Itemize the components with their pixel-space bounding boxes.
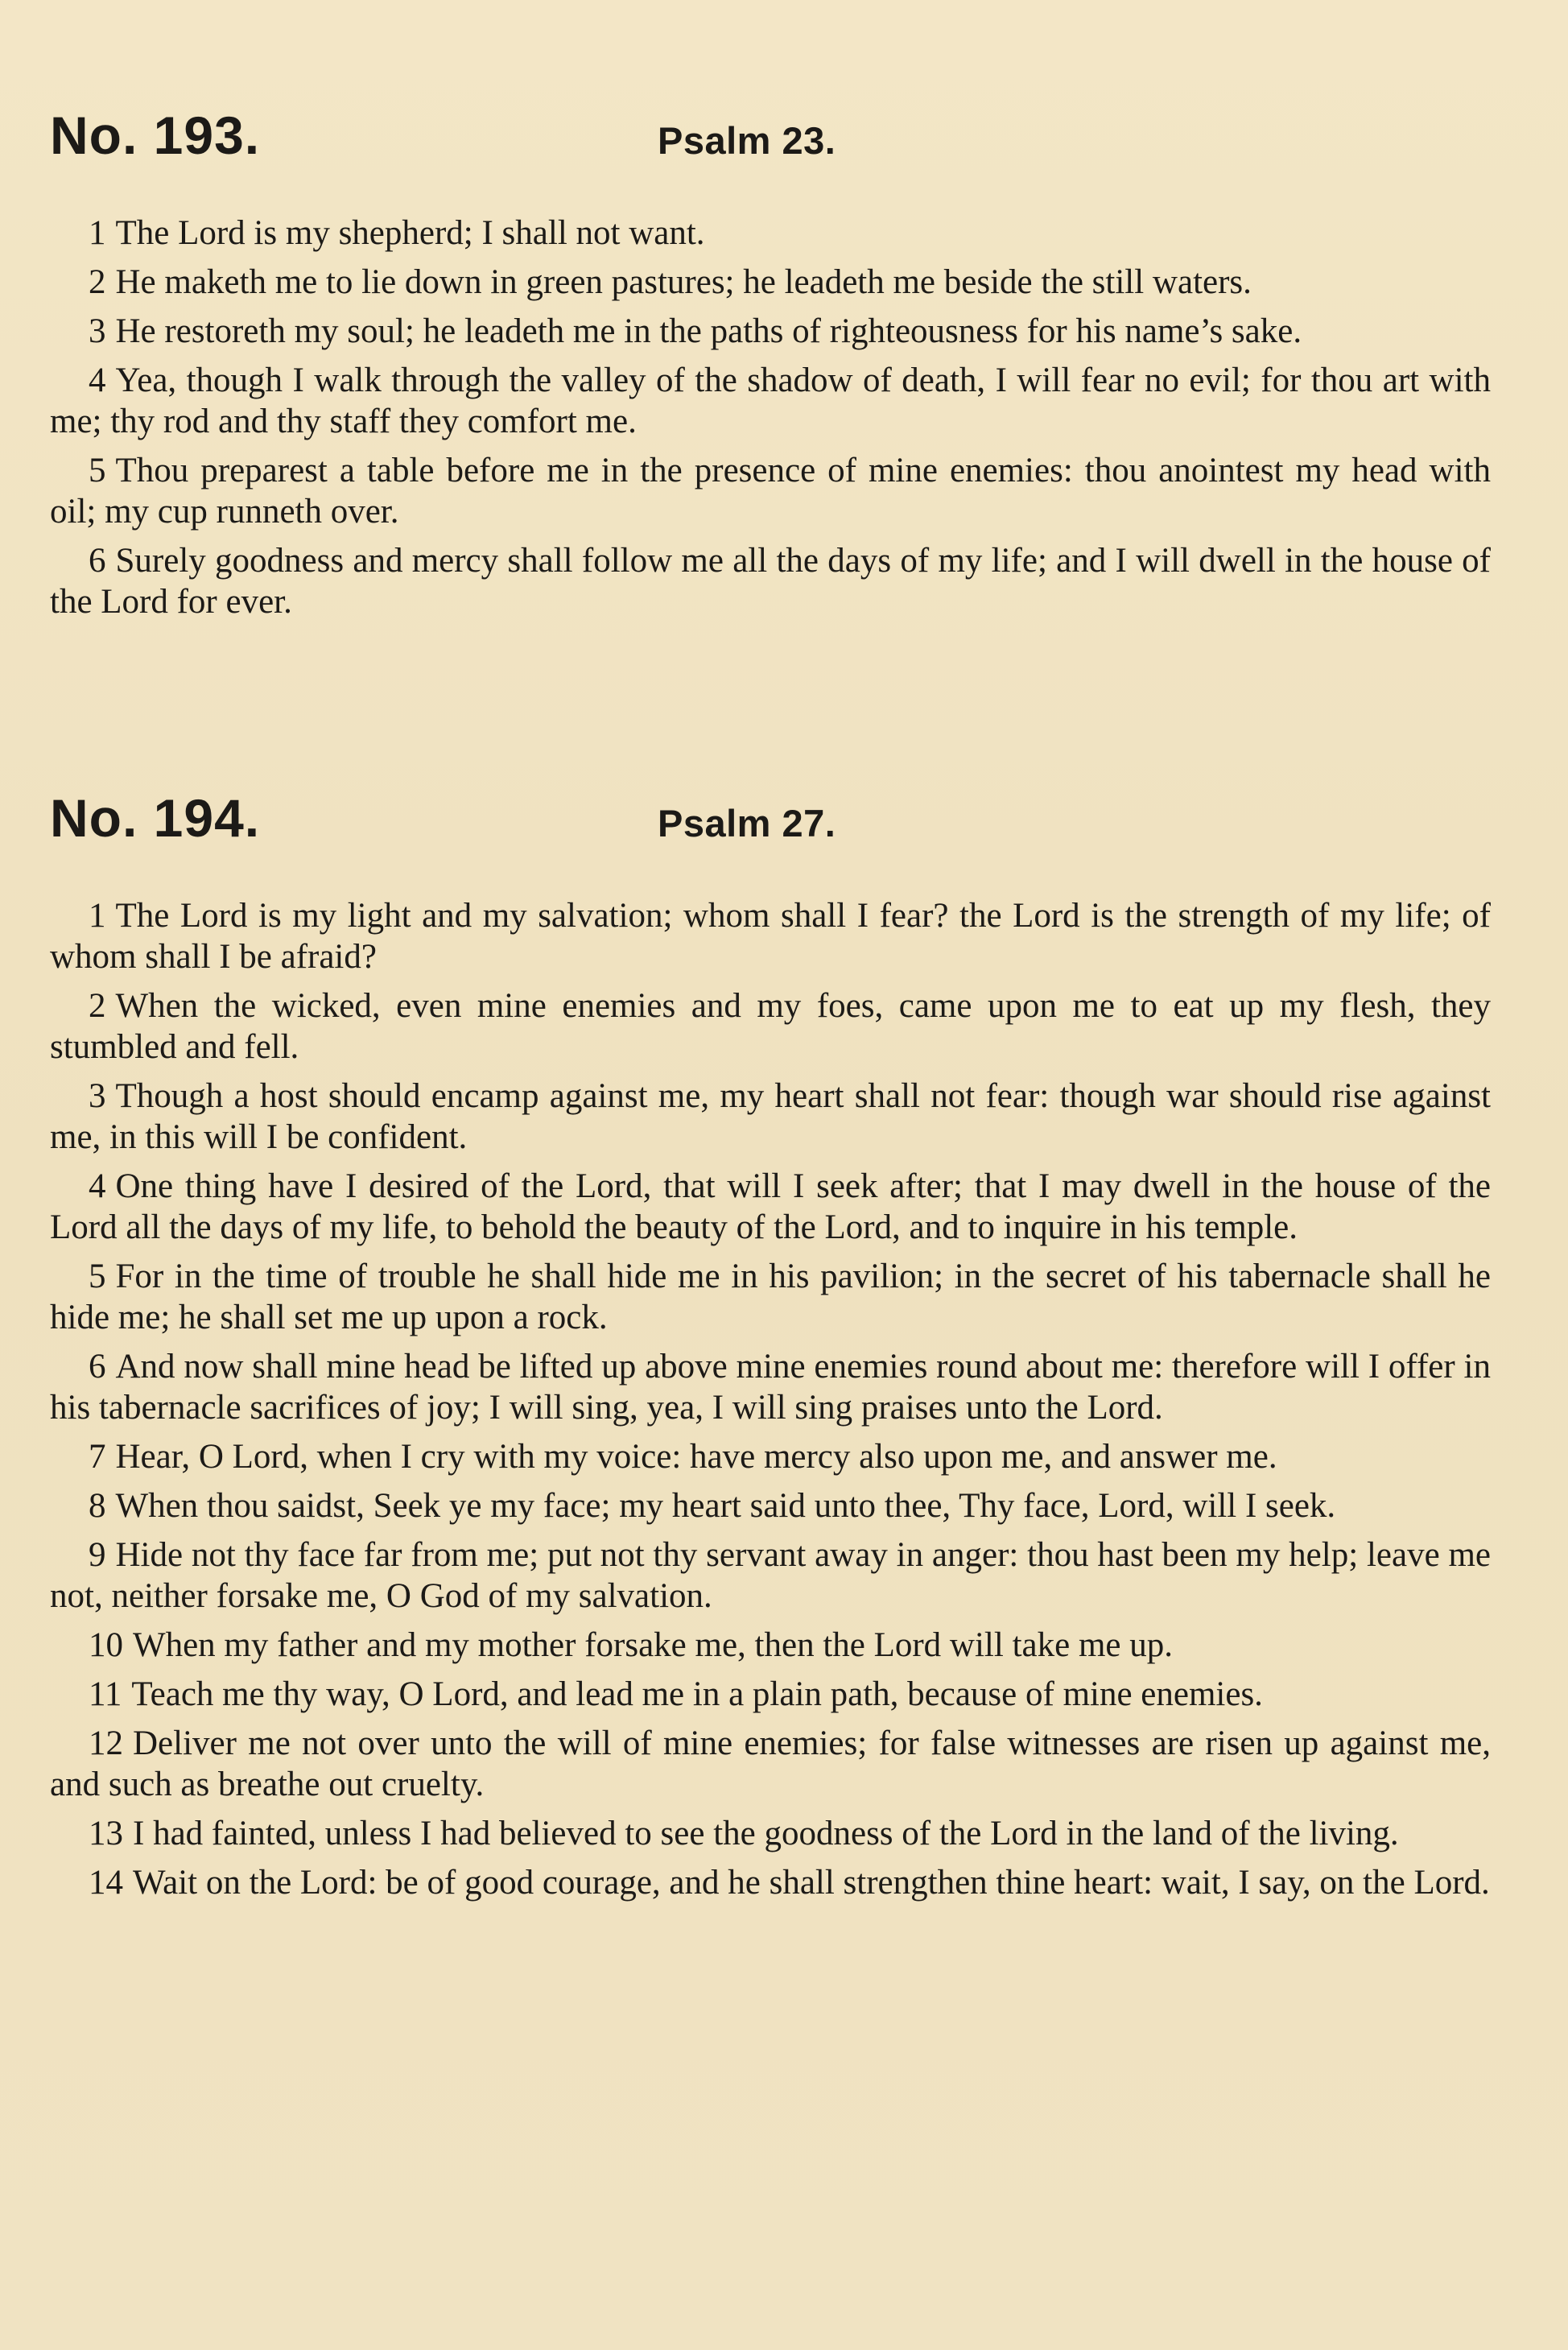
verse-text: Though a host should encamp against me, my heart shall not fear: though war should rise against me, in this will I be confident. <box>50 1077 1491 1156</box>
verse-text: He restoreth my soul; he leadeth me in the paths of righteousness for his name’s sake. <box>115 312 1302 350</box>
verse-number: 1 <box>89 214 106 252</box>
verse-number: 5 <box>89 452 106 489</box>
verse-number: 4 <box>89 361 106 399</box>
verse <box>50 1723 1491 1805</box>
psalm-23-section <box>50 105 1491 630</box>
verse-number: 11 <box>89 1675 122 1713</box>
verse-text: Teach me thy way, O Lord, and lead me in a plain path, because of mine enemies. <box>131 1675 1263 1713</box>
verse <box>50 1862 1491 1903</box>
verse-text: The Lord is my light and my salvation; whom shall I fear? the Lord is the strength of my life; of whom shall I be afraid? <box>50 897 1491 976</box>
verse <box>50 1346 1491 1428</box>
verse <box>50 985 1491 1068</box>
hymn-number: No. 193. <box>50 105 261 165</box>
verse-text: One thing have I desired of the Lord, that will I seek after; that I may dwell in the house of the Lord all the days of my life, to behold the beauty of the Lord, and to inquire in his temple. <box>50 1167 1491 1246</box>
verse-number: 6 <box>89 542 106 580</box>
verse <box>50 1436 1491 1477</box>
verse <box>50 262 1491 303</box>
psalm-27-section <box>50 787 1491 1911</box>
verse <box>50 1076 1491 1158</box>
verse-text: Hear, O Lord, when I cry with my voice: have mercy also upon me, and answer me. <box>115 1438 1277 1476</box>
verse-number: 13 <box>89 1815 123 1852</box>
psalm-title: Psalm 27. <box>658 802 836 845</box>
verse-text: Hide not thy face far from me; put not thy servant away in anger: thou hast been my help; leave me not, neither forsake me, O God of my salvation. <box>50 1536 1491 1615</box>
verse <box>50 311 1491 352</box>
verse <box>50 450 1491 532</box>
verse-number: 1 <box>89 897 106 935</box>
verse-number: 7 <box>89 1438 106 1476</box>
verse <box>50 1625 1491 1666</box>
verse-number: 4 <box>89 1167 106 1205</box>
verse-number: 8 <box>89 1487 106 1525</box>
verse <box>50 1813 1491 1854</box>
verse-text: Surely goodness and mercy shall follow me all the days of my life; and I will dwell in the house of the Lord for ever. <box>50 542 1491 621</box>
psalm-title: Psalm 23. <box>658 119 836 162</box>
verse <box>50 1674 1491 1715</box>
section-heading <box>50 105 1491 193</box>
verse-number: 10 <box>89 1626 123 1664</box>
verse-number: 5 <box>89 1258 106 1295</box>
verse-number: 2 <box>89 987 106 1025</box>
verse <box>50 1166 1491 1248</box>
section-heading <box>50 787 1491 876</box>
verse-text: I had fainted, unless I had believed to see the goodness of the Lord in the land of the living. <box>133 1815 1399 1852</box>
verse-list <box>50 213 1491 622</box>
verse-number: 14 <box>89 1864 123 1902</box>
verse <box>50 895 1491 977</box>
verse-number: 3 <box>89 312 106 350</box>
verse-text: And now shall mine head be lifted up above mine enemies round about me: therefore will I offer in his tabernacle sacrifices of joy; I will sing, yea, I will sing praises unto the Lord. <box>50 1348 1491 1427</box>
verse-text: When thou saidst, Seek ye my face; my heart said unto thee, Thy face, Lord, will I seek. <box>115 1487 1336 1525</box>
verse-text: Wait on the Lord: be of good courage, and he shall strengthen thine heart: wait, I say, on the Lord. <box>133 1864 1490 1902</box>
verse-number: 12 <box>89 1724 123 1762</box>
verse-text: Yea, though I walk through the valley of the shadow of death, I will fear no evil; for thou art with me; thy rod and thy staff they comfort me. <box>50 361 1491 440</box>
verse <box>50 1485 1491 1526</box>
verse-number: 6 <box>89 1348 106 1386</box>
verse-number: 9 <box>89 1536 106 1574</box>
verse <box>50 213 1491 254</box>
verse-text: Deliver me not over unto the will of mine enemies; for false witnesses are risen up against me, and such as breathe out cruelty. <box>50 1724 1491 1803</box>
verse-text: When the wicked, even mine enemies and my foes, came upon me to eat up my flesh, they stumbled and fell. <box>50 987 1491 1066</box>
verse <box>50 540 1491 622</box>
verse-text: Thou preparest a table before me in the presence of mine enemies: thou anointest my head with oil; my cup runneth over. <box>50 452 1491 531</box>
verse <box>50 360 1491 442</box>
verse <box>50 1534 1491 1617</box>
verse-text: When my father and my mother forsake me, then the Lord will take me up. <box>133 1626 1173 1664</box>
hymn-number: No. 194. <box>50 788 261 848</box>
verse-list <box>50 895 1491 1903</box>
verse-text: He maketh me to lie down in green pastures; he leadeth me beside the still waters. <box>115 263 1252 301</box>
verse-number: 3 <box>89 1077 106 1115</box>
verse-text: For in the time of trouble he shall hide me in his pavilion; in the secret of his tabernacle shall he hide me; he shall set me up upon a rock. <box>50 1258 1491 1336</box>
verse-text: The Lord is my shepherd; I shall not want. <box>115 214 705 252</box>
verse-number: 2 <box>89 263 106 301</box>
verse <box>50 1256 1491 1338</box>
